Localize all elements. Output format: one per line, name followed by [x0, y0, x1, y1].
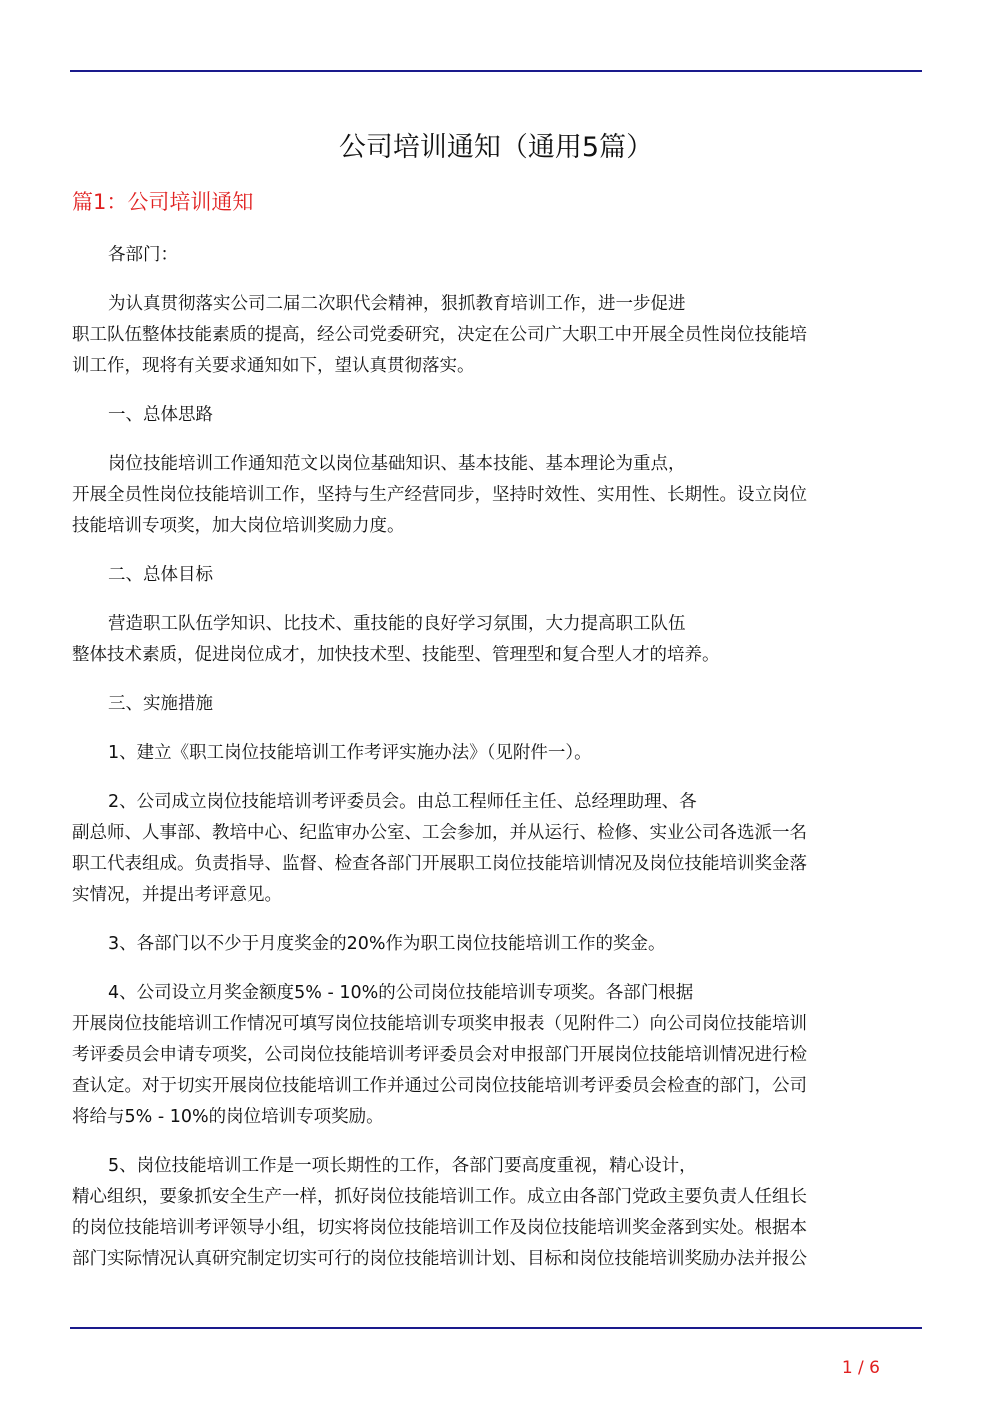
paragraph: [72, 738, 912, 769]
paragraph-line: 职工队伍整体技能素质的提高，经公司党委研究，决定在公司广大职工中开展全员性岗位技能培: [72, 325, 807, 345]
paragraph-line: 开展全员性岗位技能培训工作，坚持与生产经营同步，坚持时效性、实用性、长期性。设立岗位: [72, 485, 807, 505]
footer-rule: [70, 1327, 922, 1329]
paragraph: [72, 289, 912, 382]
paragraph-line: 技能培训专项奖，加大岗位培训奖励力度。: [72, 516, 405, 536]
document-body: [72, 240, 912, 1293]
paragraph: [72, 1151, 912, 1275]
paragraph-line: 一、总体思路: [108, 405, 213, 425]
paragraph: [72, 689, 912, 720]
paragraph-line: 各部门：: [108, 245, 178, 265]
paragraph-line: 营造职工队伍学知识、比技术、重技能的良好学习氛围，大力提高职工队伍: [108, 614, 686, 634]
paragraph: [72, 560, 912, 591]
paragraph-line: 部门实际情况认真研究制定切实可行的岗位技能培训计划、目标和岗位技能培训奖励办法并报公: [72, 1249, 807, 1269]
paragraph: [72, 400, 912, 431]
paragraph-line: 考评委员会申请专项奖，公司岗位技能培训考评委员会对申报部门开展岗位技能培训情况进行检: [72, 1045, 807, 1065]
paragraph-line: 二、总体目标: [108, 565, 213, 585]
paragraph: [72, 609, 912, 671]
paragraph-line: 1、建立《职工岗位技能培训工作考评实施办法》（见附件一）。: [108, 743, 592, 763]
paragraph-line: 2、公司成立岗位技能培训考评委员会。由总工程师任主任、总经理助理、各: [108, 792, 697, 812]
paragraph-line: 将给与5% - 10%的岗位培训专项奖励。: [72, 1107, 384, 1127]
section-heading: 篇1：公司培训通知: [72, 190, 254, 214]
paragraph-line: 实情况，并提出考评意见。: [72, 885, 282, 905]
paragraph-line: 5、岗位技能培训工作是一项长期性的工作，各部门要高度重视，精心设计，: [108, 1156, 697, 1176]
paragraph-line: 为认真贯彻落实公司二届二次职代会精神，狠抓教育培训工作，进一步促进: [108, 294, 686, 314]
paragraph-line: 整体技术素质，促进岗位成才，加快技术型、技能型、管理型和复合型人才的培养。: [72, 645, 720, 665]
paragraph: [72, 929, 912, 960]
paragraph-line: 开展岗位技能培训工作情况可填写岗位技能培训专项奖申报表（见附件二）向公司岗位技能培训: [72, 1014, 807, 1034]
paragraph: [72, 978, 912, 1133]
page-title: 公司培训通知（通用5篇）: [338, 132, 654, 163]
paragraph-line: 岗位技能培训工作通知范文以岗位基础知识、基本技能、基本理论为重点，: [108, 454, 686, 474]
paragraph: [72, 449, 912, 542]
paragraph-line: 三、实施措施: [108, 694, 213, 714]
page-number: 1 / 6: [841, 1358, 880, 1378]
paragraph-line: 的岗位技能培训考评领导小组，切实将岗位技能培训工作及岗位技能培训奖金落到实处。根据本: [72, 1218, 807, 1238]
paragraph-line: 副总师、人事部、教培中心、纪监审办公室、工会参加，并从运行、检修、实业公司各选派一名: [72, 823, 807, 843]
paragraph: [72, 787, 912, 911]
paragraph-line: 职工代表组成。负责指导、监督、检查各部门开展职工岗位技能培训情况及岗位技能培训奖金落: [72, 854, 807, 874]
paragraph-line: 4、公司设立月奖金额度5% - 10%的公司岗位技能培训专项奖。各部门根据: [108, 983, 694, 1003]
header-rule: [70, 70, 922, 72]
paragraph-line: 精心组织，要象抓安全生产一样，抓好岗位技能培训工作。成立由各部门党政主要负责人任组长: [72, 1187, 807, 1207]
paragraph-line: 查认定。对于切实开展岗位技能培训工作并通过公司岗位技能培训考评委员会检查的部门，公司: [72, 1076, 807, 1096]
paragraph: [72, 240, 912, 271]
paragraph-line: 3、各部门以不少于月度奖金的20%作为职工岗位技能培训工作的奖金。: [108, 934, 666, 954]
paragraph-line: 训工作，现将有关要求通知如下，望认真贯彻落实。: [72, 356, 475, 376]
